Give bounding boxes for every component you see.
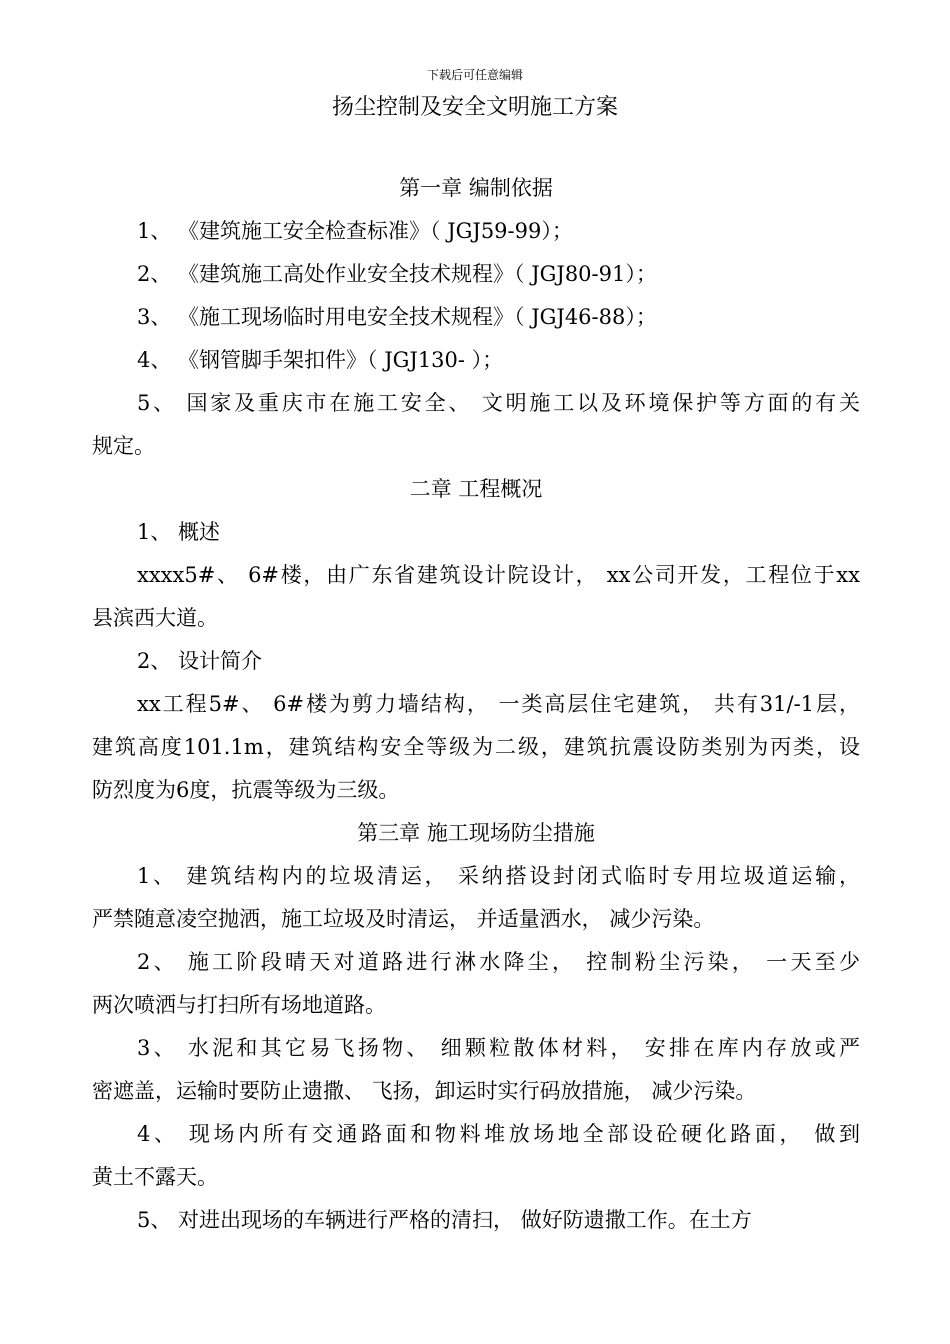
measure-4-line-1: 4、 现场内所有交通路面和物料堆放场地全部设砼硬化路面， 做到 (137, 1122, 860, 1146)
measure-2-line-1: 2、 施工阶段晴天对道路进行淋水降尘， 控制粉尘污染， 一天至少 (137, 950, 860, 974)
header-note: 下载后可任意编辑 (426, 68, 523, 82)
chapter-3-heading: 第三章 施工现场防尘措施 (357, 821, 595, 845)
measure-3-line-2: 密遮盖，运输时要防止遗撒、 飞扬，卸运时实行码放措施， 减少污染。 (92, 1079, 757, 1103)
overview-line-2: 县滨西大道。 (92, 606, 218, 630)
measure-3-line-1: 3、 水泥和其它易飞扬物、 细颗粒散体材料， 安排在库内存放或严 (137, 1036, 860, 1060)
basis-item-2: 2、 《建筑施工高处作业安全技术规程》（ JGJ80-91）； (137, 262, 657, 286)
measure-4-line-2: 黄土不露天。 (92, 1165, 218, 1189)
design-line-3: 防烈度为6度，抗震等级为三级。 (92, 778, 400, 802)
design-subheading: 2、 设计简介 (137, 649, 263, 673)
chapter-2-heading: 二章 工程概况 (409, 477, 543, 501)
document-title: 扬尘控制及安全文明施工方案 (331, 95, 618, 120)
measure-1-line-2: 严禁随意凌空抛洒，施工垃圾及时清运， 并适量洒水， 减少污染。 (92, 907, 715, 931)
overview-subheading: 1、 概述 (137, 520, 221, 544)
document-body (92, 167, 860, 1242)
basis-item-3: 3、 《施工现场临时用电安全技术规程》（ JGJ46-88）； (137, 305, 657, 329)
basis-item-4: 4、 《钢管脚手架扣件》（ JGJ130- ）； (137, 348, 504, 372)
measure-2-line-2: 两次喷洒与打扫所有场地道路。 (92, 993, 386, 1017)
basis-item-5-line-2: 规定。 (92, 434, 155, 458)
overview-line-1: xxxx5#、 6#楼，由广东省建筑设计院设计， xx公司开发，工程位于xx (137, 563, 860, 587)
basis-item-1: 1、 《建筑施工安全检查标准》（ JGJ59-99）； (137, 219, 573, 243)
chapter-1-heading: 第一章 编制依据 (399, 176, 553, 200)
measure-1-line-1: 1、 建筑结构内的垃圾清运， 采纳搭设封闭式临时专用垃圾道运输， (137, 864, 860, 888)
design-line-1: xx工程5#、 6#楼为剪力墙结构， 一类高层住宅建筑， 共有31/-1层， (137, 692, 860, 716)
basis-item-5-line-1: 5、 国家及重庆市在施工安全、 文明施工以及环境保护等方面的有关 (137, 391, 860, 415)
measure-5-line-1: 5、 对进出现场的车辆进行严格的清扫， 做好防遗撒工作。在土方 (137, 1208, 752, 1232)
design-line-2: 建筑高度101.1m，建筑结构安全等级为二级，建筑抗震设防类别为丙类，设 (92, 735, 860, 759)
